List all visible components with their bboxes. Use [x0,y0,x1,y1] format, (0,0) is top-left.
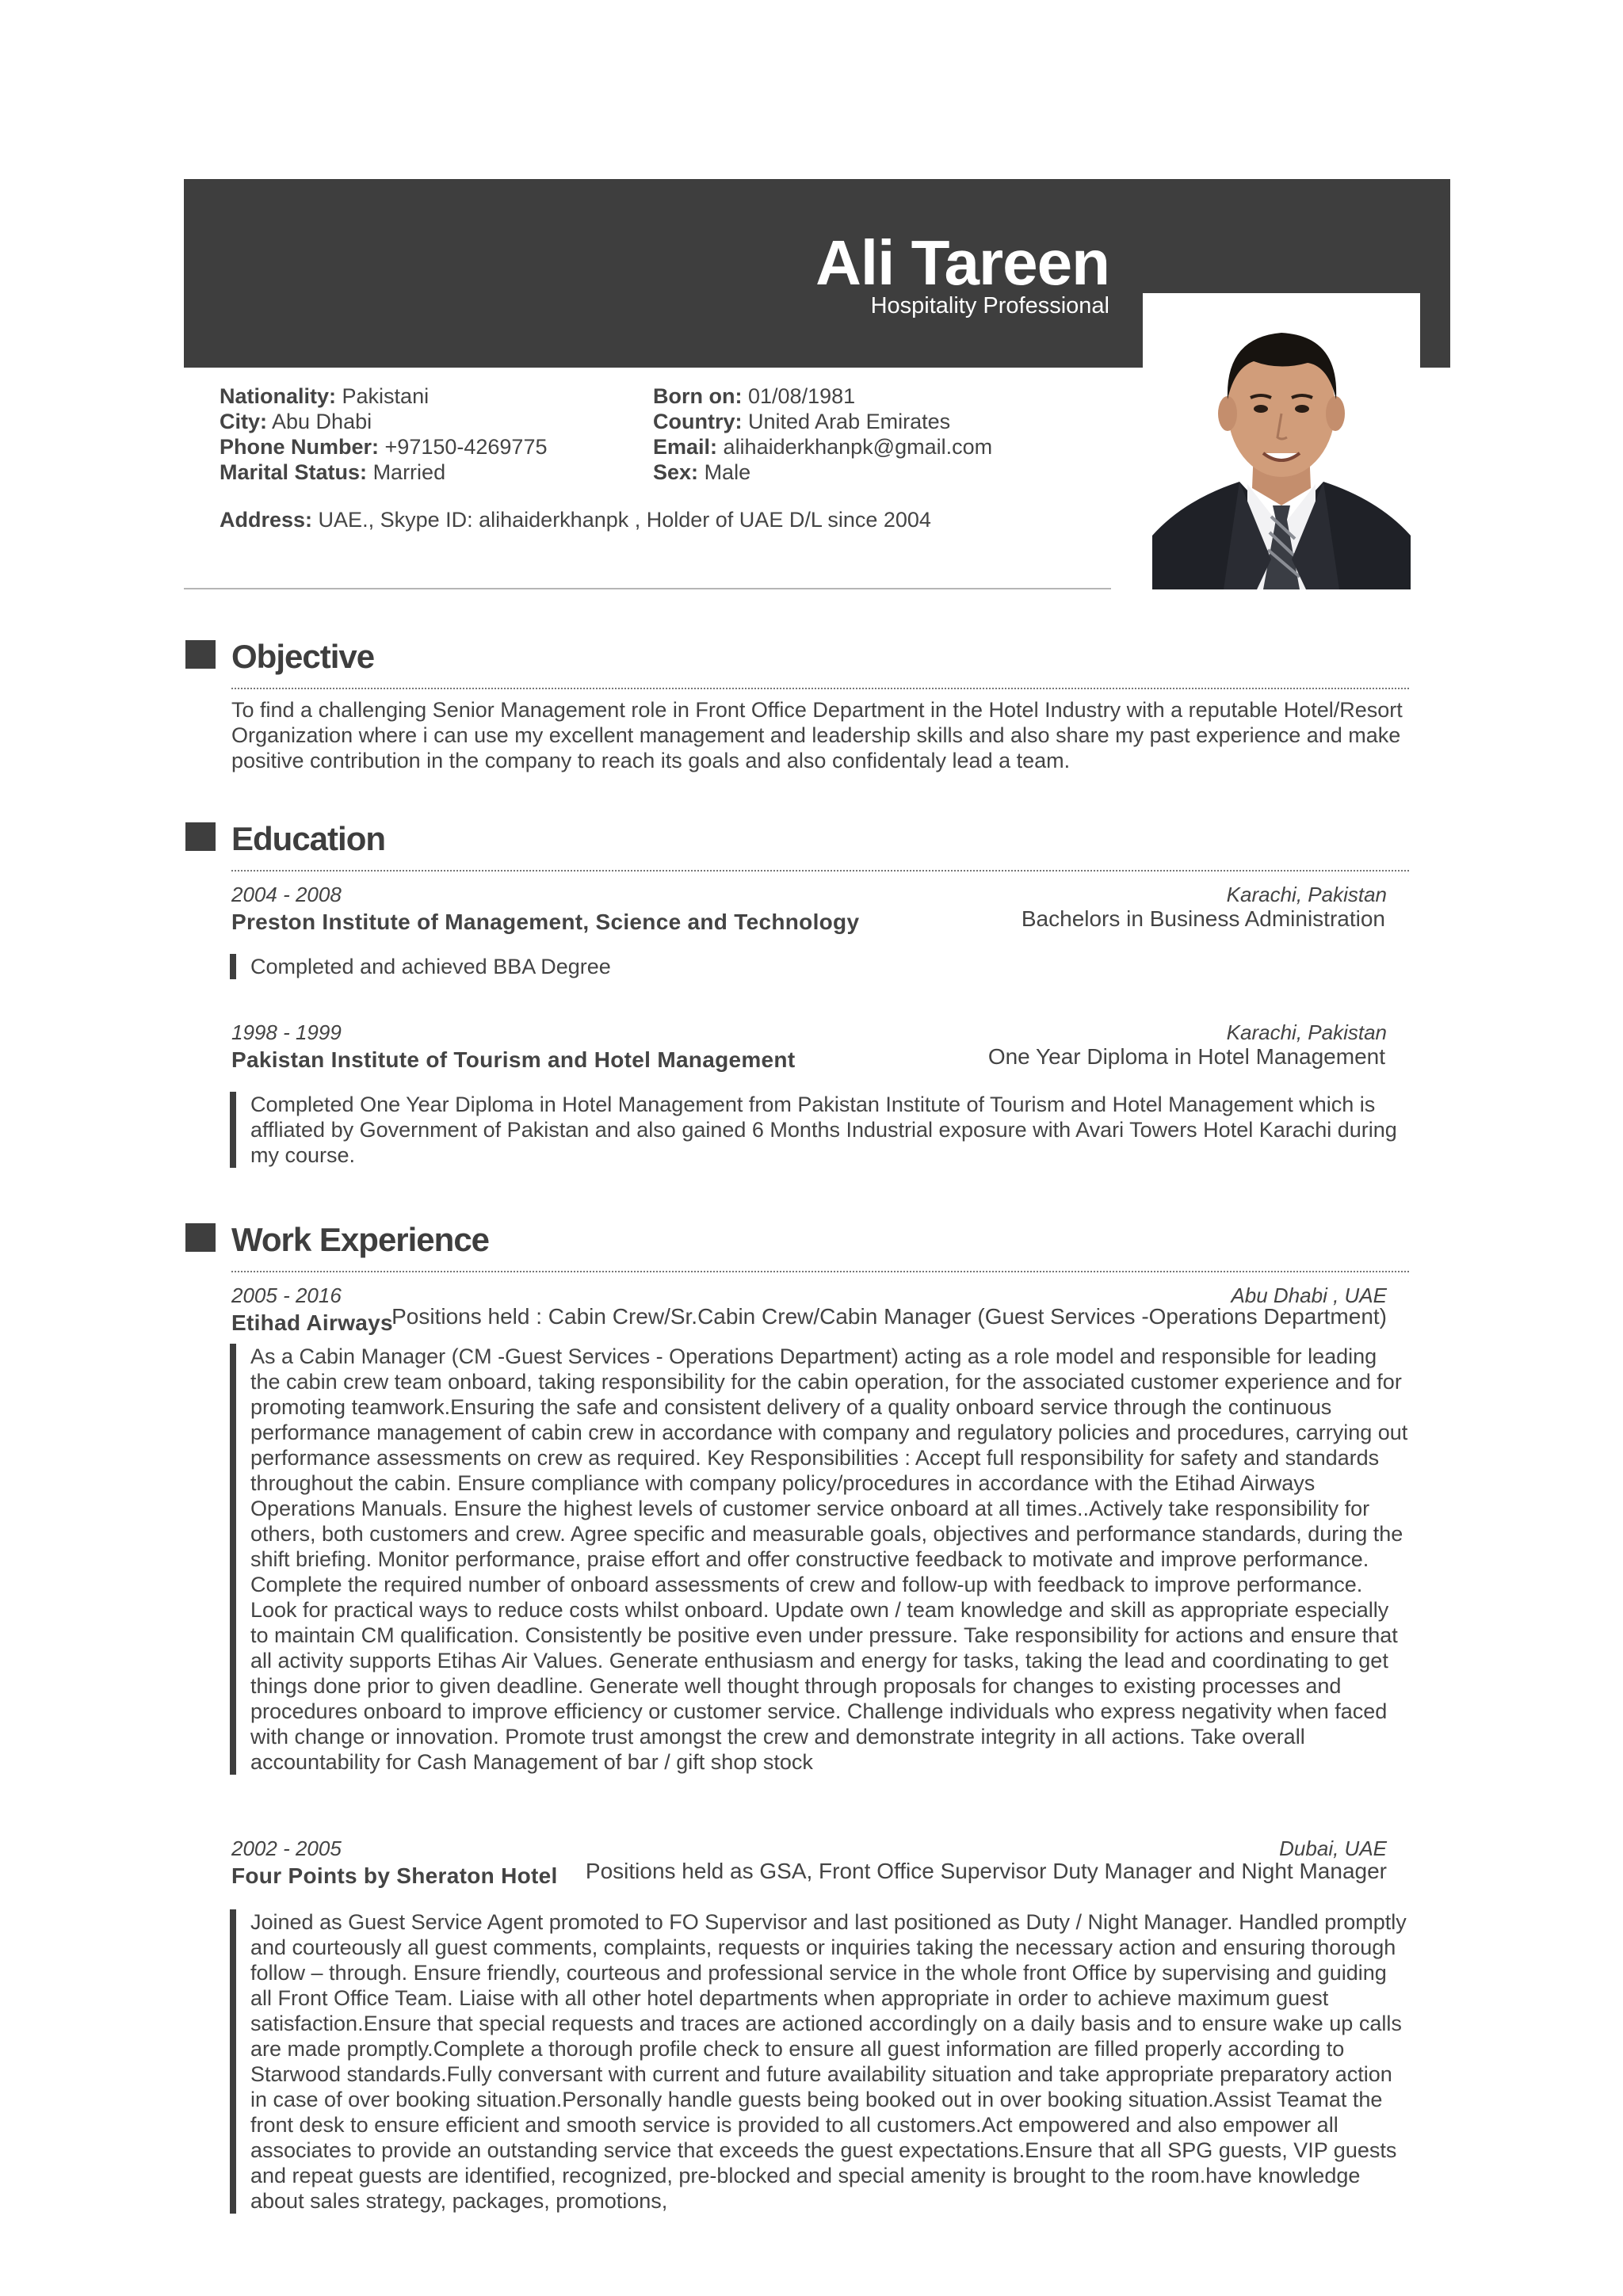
education-marker [185,822,216,851]
work-company: Four Points by Sheraton Hotel [231,1863,558,1888]
personal-info-left [220,383,547,485]
education-dates: 1998 - 1999 [231,1020,342,1044]
objective-title: Objective [231,638,375,675]
education-institution: Preston Institute of Management, Science and Technology [231,910,860,934]
work-dates: 2005 - 2016 [231,1283,342,1307]
work-location: Abu Dhabi , UAE [1231,1283,1387,1307]
work-position: Positions held as GSA, Front Office Supervisor Duty Manager and Night Manager [585,1859,1387,1883]
education-title: Education [231,820,386,857]
born-row: Born on: 01/08/1981 [653,384,856,408]
work-marker [185,1223,216,1252]
education-institution: Pakistan Institute of Tourism and Hotel Management [231,1047,796,1072]
education-degree: One Year Diploma in Hotel Management [987,1044,1385,1069]
work-position: Positions held : Cabin Crew/Sr.Cabin Crew/Cabin Manager (Guest Services -Operations Department) [391,1304,1387,1329]
profile-photo [1152,298,1411,589]
candidate-name: Ali Tareen [815,227,1109,298]
email-link[interactable]: alihaiderkhanpk@gmail.com [723,435,993,459]
education-divider [231,870,1409,871]
email-row: Email: alihaiderkhanpk@gmail.com [653,435,993,459]
address-row: Address: UAE., Skype ID: alihaiderkhanpk , Holder of UAE D/L since 2004 [220,508,931,532]
country-row: Country: United Arab Emirates [653,410,951,433]
candidate-subtitle: Hospitality Professional [870,293,1109,318]
education-degree: Bachelors in Business Administration [1021,906,1385,931]
sex-row: Sex: Male [653,460,751,484]
phone-row: Phone Number: +97150-4269775 [220,435,548,459]
objective-text: To find a challenging Senior Management role in Front Office Department in the Hotel Industry with a reputable Hotel/Resort Organization where i can use my excellent management and leadership skills and also share my past experience and make positive contribution in the company to reach its goals and also confidentaly lead a team. [231,698,1403,772]
work-divider [231,1271,1409,1272]
work-location: Dubai, UAE [1279,1836,1387,1860]
education-description: Completed and achieved BBA Degree [230,954,1396,979]
info-divider [184,588,1111,589]
objective-marker [185,640,216,669]
work-description: As a Cabin Manager (CM -Guest Services - Operations Department) acting as a role model and responsible for leading the cabin crew team onboard, taking responsibility for the cabin operation, for the associated customer experience and for promoting teamwork.Ensuring the safe and consistent delivery of a quality onboard service through the continuous performance management of cabin crew in accordance with company and regulatory policies and procedures, carrying out performance assessments on crew as required. Key Responsibilities : Accept full responsibility for safety and standards throughout the cabin. Ensure compliance with company policy/procedures in accordance with the Etihad Airways Operations Manuals. Ensure the highest levels of customer service onboard at all times..Actively take responsibility for others, both customers and crew. Agree specific and measurable goals, objectives and performance standards, during the shift briefing. Monitor performance, praise effort and offer constructive feedback to motivate and improve performance. Complete the required number of onboard assessments of crew and follow-up with feedback to improve performance. Look for practical ways to reduce costs whilst onboard. Update own / team knowledge and skill as appropriate especially to maintain CM qualification. Consistently be positive even under pressure. Take responsibility for actions and ensure that all activity supports Etihas Air Values. Generate enthusiasm and energy for tasks, taking the lead and coordinating to get things done prior to given deadline. Generate well thought through proposals for changes to existing processes and procedures onboard to improve efficiency or customer service. Challenge individuals who express negativity when faced with change or innovation. Promote trust amongst the crew and demonstrate integrity in all actions. Take overall accountability for Cash Management of bar / gift shop stock [230,1344,1411,1775]
personal-info-right [653,383,992,485]
education-location: Karachi, Pakistan [1226,883,1387,906]
city-row: City: Abu Dhabi [220,410,372,433]
work-dates: 2002 - 2005 [231,1836,342,1860]
work-title: Work Experience [231,1221,490,1258]
education-description: Completed One Year Diploma in Hotel Management from Pakistan Institute of Tourism and Hotel Management which is affliated by Government of Pakistan and also gained 6 Months Industrial exposure with Avari Towers Hotel Karachi during my course. [230,1092,1411,1168]
education-dates: 2004 - 2008 [231,883,342,906]
work-company: Etihad Airways [231,1310,393,1335]
nationality-row: Nationality: Pakistani [220,384,430,408]
marital-status-row: Marital Status: Married [220,460,446,484]
objective-divider [231,688,1409,689]
education-location: Karachi, Pakistan [1226,1020,1387,1044]
work-description: Joined as Guest Service Agent promoted to FO Supervisor and last positioned as Duty / Night Manager. Handled promptly and courteously all guest comments, complaints, requests or inquiries taking the necessary action and ensuring thorough follow – through. Ensure friendly, courteous and professional service in the whole front Office by supervising and guiding all Front Office Team. Liaise with all other hotel departments when appropriate in order to achieve maximum guest satisfaction.Ensure that special requests and traces are actioned accordingly on a daily basis and to ensure wake up calls are made promptly.Complete a thorough profile check to ensure all guest information are filled properly according to Starwood standards.Fully conversant with current and future availability situation and take appropriate preparatory action in case of over booking situation.Personally handle guests being booked out in over booking situation.Assist Teamat the front desk to ensure efficient and smooth service is provided to all customers.Act empowered and also empower all associates to provide an outstanding service that exceeds the guest expectations.Ensure that all SPG guests, VIP guests and repeat guests are identified, recognized, pre-blocked and special amenity is brought to the room.have knowledge about sales strategy, packages, promotions, [230,1909,1411,2214]
